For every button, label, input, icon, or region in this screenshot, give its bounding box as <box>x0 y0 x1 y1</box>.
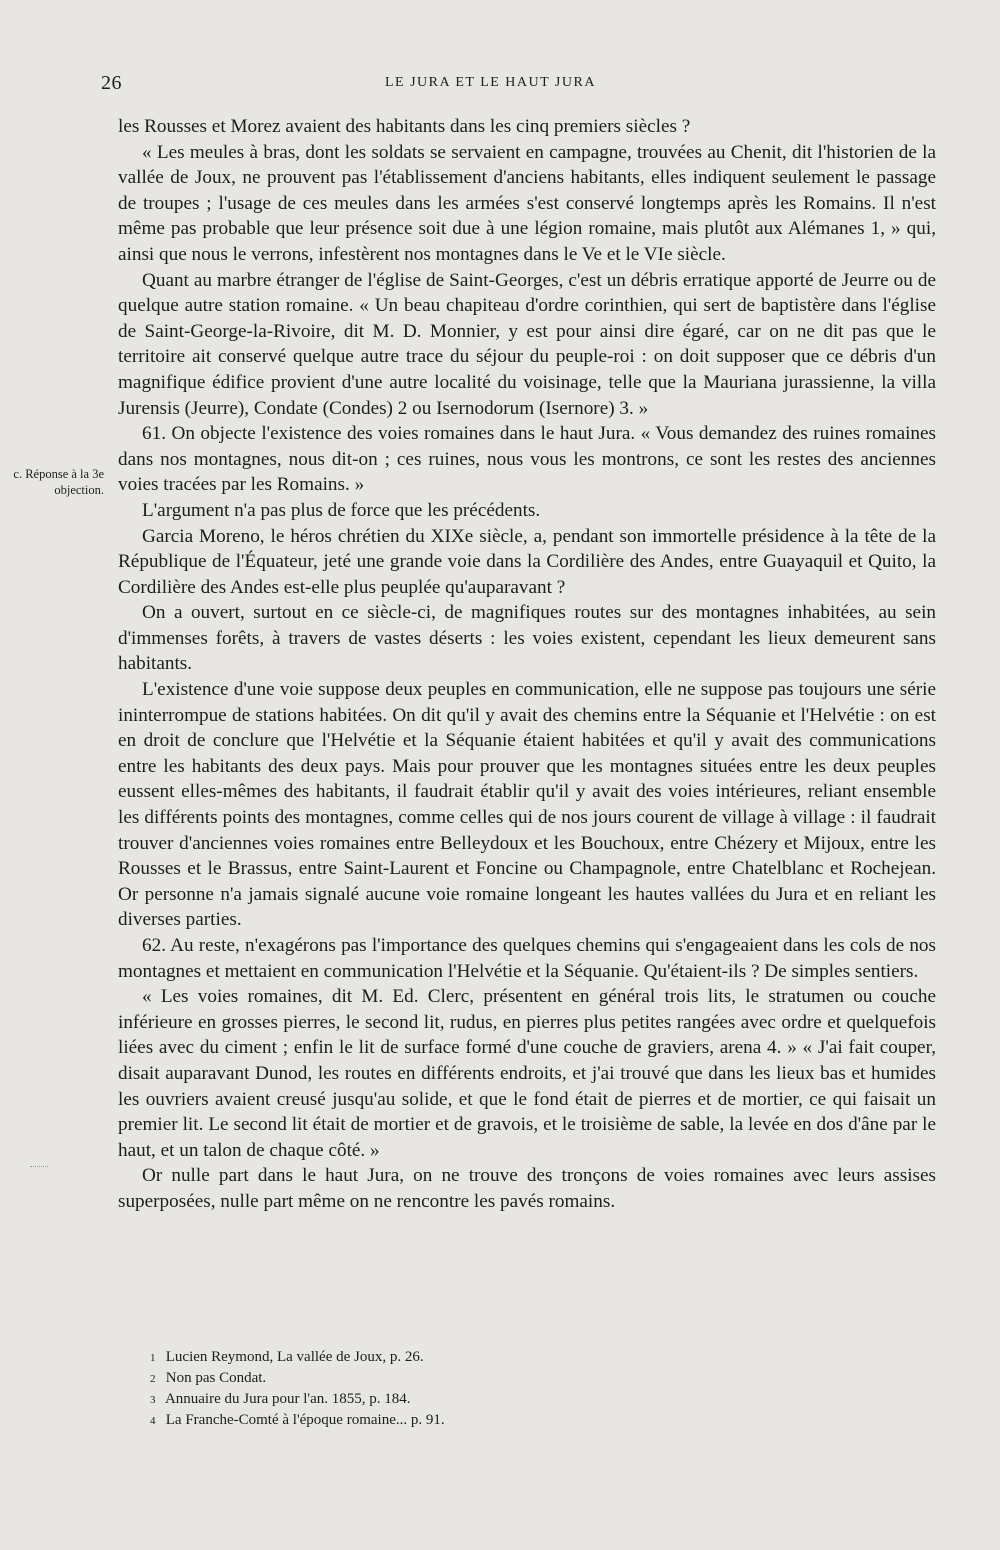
margin-dotted-rule <box>30 1166 48 1167</box>
footnotes <box>150 1347 850 1431</box>
footnote-text: Lucien Reymond, La vallée de Joux, p. 26. <box>165 1349 424 1365</box>
margin-note: c. Réponse à la 3e objection. <box>13 467 104 497</box>
footnote-number: 4 <box>150 1415 156 1427</box>
paragraph: 62. Au reste, n'exagérons pas l'importance des quelques chemins qui s'engageaient dans les cols de nos montagnes et mettaient en communication l'Helvétie et la Séquanie. Qu'étaient-ils ? De simples sentiers. <box>118 935 936 982</box>
paragraph: 61. On objecte l'existence des voies romaines dans le haut Jura. « Vous demandez des ruines romaines dans nos montagnes, nous dit-on ; ces ruines, nous vous les montrons, ce sont les restes des anciennes voies tracées par les Romains. » <box>118 423 936 496</box>
footnote-number: 1 <box>150 1352 156 1364</box>
paragraph: L'argument n'a pas plus de force que les précédents. <box>142 499 541 521</box>
footnote <box>150 1347 850 1368</box>
paragraph: Or nulle part dans le haut Jura, on ne trouve des tronçons de voies romaines avec leurs assises superposées, nulle part même on ne rencontre les pavés romains. <box>118 1165 936 1212</box>
footnote-text: Non pas Condat. <box>165 1370 267 1386</box>
running-title: LE JURA ET LE HAUT JURA <box>385 75 596 90</box>
footnote-number: 2 <box>150 1373 156 1385</box>
paragraph: les Rousses et Morez avaient des habitants dans les cinq premiers siècles ? <box>118 116 691 137</box>
paragraph: Quant au marbre étranger de l'église de Saint-Georges, c'est un débris erratique apporté de Jeurre ou de quelque autre station romaine. « Un beau chapiteau d'ordre corinthien, qui sert de baptistère dans l'église de Saint-George-la-Rivoire, dit M. D. Monnier, y est pour ainsi dire égaré, car on ne dit pas que le territoire ait conservé quelque autre trace du séjour du peuple-roi : on doit supposer que ce débris d'un magnifique édifice provient d'une autre localité du voisinage, telle que la Mauriana jurassienne, la villa Jurensis (Jeurre), Condate (Condes) 2 ou Isernodorum (Isernore) 3. » <box>118 269 936 419</box>
paragraph: Garcia Moreno, le héros chrétien du XIXe siècle, a, pendant son immortelle présidence à la tête de la République de l'Équateur, jeté une grande voie dans la Cordilière des Andes, entre Guayaquil et Quito, la Cordilière des Andes est-elle plus peuplée qu'auparavant ? <box>118 525 936 598</box>
body-text <box>118 114 936 1215</box>
paragraph: L'existence d'une voie suppose deux peuples en communication, elle ne suppose pas toujours une série ininterrompue de stations habitées. On dit qu'il y avait des chemins entre la Séquanie et l'Helvétie : on est en droit de conclure que l'Helvétie et la Séquanie étaient habitées et qu'il y avait des communications entre les habitants des deux pays. Mais pour prouver que les montagnes situées entre les deux peuples eussent elles-mêmes des habitants, il faudrait établir qu'il y avait des voies intérieures, reliant ensemble les différents points des montagnes, comme celles qui de nos jours courent de village à village : il faudrait trouver d'anciennes voies romaines entre Belleydoux et les Bouchoux, entre Chézery et Mijoux, entre les Rousses et le Brassus, entre Saint-Laurent et Foncine ou Champagnole, entre Chatelblanc et Rochejean. Or personne n'a jamais signalé aucune voie romaine longeant les hautes vallées du Jura et en reliant les diverses parties. <box>118 679 936 931</box>
paragraph: « Les voies romaines, dit M. Ed. Clerc, présentent en général trois lits, le stratumen ou couche inférieure en grosses pierres, le second lit, rudus, en pierres plus petites rangées avec ordre et quelquefois liées avec du ciment ; enfin le lit de surface formé d'une couche de graviers, arena 4. » « J'ai fait couper, disait auparavant Dunod, les routes en différents endroits, et j'ai trouvé que dans les lieux bas et humides les ouvriers avaient creusé jusqu'au solide, et que le fond était de pierres et de mortier, ce qui faisait un premier lit. Le second lit était de mortier et de gravois, et le troisième de sable, la levée en dos d'âne par le haut, et un talon de chaque côté. » <box>118 986 936 1161</box>
footnote <box>150 1389 850 1410</box>
footnote <box>150 1410 850 1431</box>
paragraph: « Les meules à bras, dont les soldats se servaient en campagne, trouvées au Chenit, dit l'historien de la vallée de Joux, ne prouvent pas l'établissement d'anciens habitants, elles indiquent seulement le passage de troupes ; l'usage de ces meules dans les armées s'est conservé longtemps après les Romains. Il n'est même pas probable que leur présence soit due à une légion romaine, mais plutôt aux Alémanes 1, » qui, ainsi que nous le verrons, infestèrent nos montagnes dans le Ve et le VIe siècle. <box>118 141 936 265</box>
footnote-number: 3 <box>150 1394 156 1406</box>
footnote <box>150 1368 850 1389</box>
paragraph: On a ouvert, surtout en ce siècle-ci, de magnifiques routes sur des montagnes inhabitées, au sein d'immenses forêts, à travers de vastes déserts : les voies existent, cependant les lieux demeurent sans habitants. <box>118 602 936 675</box>
page-number: 26 <box>101 72 122 94</box>
footnote-text: Annuaire du Jura pour l'an. 1855, p. 184. <box>164 1391 411 1407</box>
footnote-text: La Franche-Comté à l'époque romaine... p. 91. <box>165 1412 445 1428</box>
